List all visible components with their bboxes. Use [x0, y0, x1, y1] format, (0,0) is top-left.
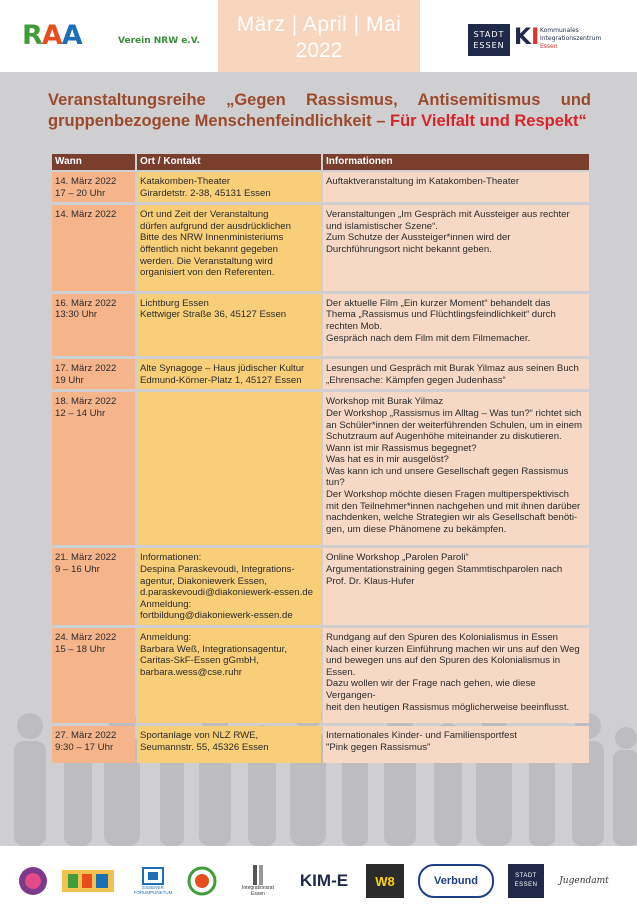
cell-when [52, 392, 135, 545]
cell-info-line: Dazu wollen wir der Frage nach gehen, wie diese Vergangen- [326, 678, 536, 701]
cell-where-line: Lichtburg Essen [140, 297, 209, 309]
table-row [52, 726, 589, 763]
table-row [52, 359, 589, 389]
cell-info [323, 392, 589, 545]
cell-when [52, 172, 135, 202]
table-row [52, 392, 589, 545]
partner-logo-forum: ESSENER FORUMPUNKTUM [132, 864, 174, 898]
cell-where [137, 359, 321, 389]
cell-info-line: Der aktuelle Film „Ein kurzer Moment“ behandelt das [326, 297, 551, 309]
cell-when [52, 205, 135, 291]
ki-mark-icon: KI [514, 25, 540, 50]
cell-where-line: Seumannstr. 55, 45326 Essen [140, 741, 269, 753]
cell-info-line: Der Workshop „Rassismus im Alltag – Was tun?“ richtet sich [326, 407, 582, 419]
header-where: Ort / Kontakt [137, 154, 321, 170]
cell-info-line: Lesungen und Gespräch mit Burak Yilmaz aus seinen Buch [326, 363, 579, 375]
cell-where-line: Barbara Weß, Integrationsagentur, [140, 643, 288, 655]
cell-when-line: 16. März 2022 [55, 297, 117, 309]
cell-info-line: Wann ist mir Rassismus begegnet? [326, 442, 477, 454]
cell-info [323, 359, 589, 389]
header-info: Informationen [323, 154, 589, 170]
cell-info-line: gen, um diese Phänomene zu bekämpfen. [326, 523, 507, 535]
table-row [52, 548, 589, 625]
raa-logo-subtitle: Verein NRW e.V. [118, 36, 201, 46]
cell-info-line: rechten Mob. [326, 320, 382, 332]
page-title [48, 90, 591, 132]
cell-where-line: fortbildung@diakoniewerk-essen.de [140, 610, 293, 622]
cell-when-line: 24. März 2022 [55, 632, 117, 643]
table-header-row [52, 154, 589, 170]
cell-where-line: öffentlich nicht bekannt gegeben [140, 243, 278, 255]
table-body [52, 172, 589, 763]
cell-info-line: an Schüler*innen der weiterführenden Schulen, um in einem [326, 419, 582, 431]
date-banner [218, 0, 420, 72]
title-accent: Für Vielfalt und Respekt“ [389, 112, 587, 130]
cell-info-line: Rundgang auf den Spuren des Kolonialismus in Essen [326, 632, 559, 643]
partner-logo-integrationsrat: Integrationsrat Essen [236, 864, 280, 898]
cell-when-line: 14. März 2022 [55, 209, 117, 221]
cell-info-line: nachdenken, welche Strategien wir als Gesellschaft benöti- [326, 512, 578, 524]
cell-info [323, 205, 589, 291]
events-table [52, 154, 589, 766]
partner-logo-stadt-essen: STADT ESSEN [508, 864, 544, 898]
cell-when-line: 19 Uhr [55, 374, 84, 386]
cell-info [323, 294, 589, 356]
cell-info-line: Zum Schutze der Aussteiger*innen wird der [326, 232, 511, 244]
cell-info-line: "Pink gegen Rassismus" [326, 741, 431, 753]
cell-where-line: Kettwiger Straße 36, 45127 Essen [140, 309, 287, 321]
cell-where-line: Alte Synagoge – Haus jüdischer Kultur [140, 363, 305, 375]
cell-where [137, 628, 321, 723]
cell-when-line: 17. März 2022 [55, 363, 117, 375]
header-when: Wann [52, 154, 135, 170]
cell-where-line: Anmeldung: [140, 632, 192, 643]
cell-when-line: 9 – 16 Uhr [55, 564, 100, 576]
cell-where [137, 205, 321, 291]
cell-where-line: Despina Paraskevoudi, Integrations- [140, 564, 295, 576]
cell-when-line: 27. März 2022 [55, 730, 117, 742]
header [0, 0, 637, 72]
partner-logo-imetas [184, 864, 220, 898]
partner-logo-jugendamt: Jugendamt [559, 876, 609, 886]
table-row [52, 205, 589, 291]
cell-info-line: Der Workshop möchte diesen Fragen multiperspektivisch [326, 489, 569, 501]
table-row [52, 294, 589, 356]
table-row [52, 172, 589, 202]
cell-info [323, 628, 589, 723]
cell-where-line: dürfen aufgrund der ausdrücklichen [140, 220, 291, 232]
cell-when-line: 13:30 Uhr [55, 309, 98, 321]
cell-when-line: 9:30 – 17 Uhr [55, 741, 114, 753]
cell-info-line: Workshop mit Burak Yilmaz [326, 396, 444, 408]
cell-where [137, 172, 321, 202]
title-main: Veranstaltungsreihe „Gegen Rassismus, Antisemitismus und gruppenbezogene Menschenfeindlichkeit – [48, 91, 591, 130]
cell-when-line: 18. März 2022 [55, 396, 117, 408]
cell-where [137, 548, 321, 625]
cell-info-line: Internationales Kinder- und Familiensportfest [326, 730, 517, 742]
cell-info-line: und islamistischer Szene“. [326, 220, 438, 232]
cell-where-line: werden. Die Veranstaltung wird [140, 255, 273, 267]
cell-info-line: Schutzraum auf Augenhöhe miteinander zu diskutieren. [326, 431, 562, 443]
cell-where-line: Sportanlage von NLZ RWE, [140, 730, 259, 742]
cell-where-line: Ort und Zeit der Veranstaltung [140, 209, 269, 221]
cell-info-line: Prof. Dr. Klaus-Hufer [326, 575, 415, 587]
cell-info-line: Gespräch nach dem Film mit dem Filmemacher. [326, 332, 531, 344]
months-label: März | April | Mai [236, 13, 402, 36]
cell-when-line: 12 – 14 Uhr [55, 407, 106, 419]
raa-logo [22, 20, 217, 56]
cell-when [52, 726, 135, 763]
cell-info-line: Nach einer kurzen Einführung machen wir uns auf den Weg [326, 643, 580, 655]
cell-info-line: Auftaktveranstaltung im Katakomben-Theater [326, 176, 520, 187]
cell-info [323, 548, 589, 625]
cell-info-line: Was kann ich und unsere Gesellschaft gegen Rassismus tun? [326, 465, 569, 489]
partner-logo-w8: W8 [366, 864, 404, 898]
cell-where-line: Katakomben-Theater [140, 176, 231, 187]
raa-logo-letters: RAA [22, 20, 82, 51]
cell-where-line: Girardetstr. 2-38, 45131 Essen [140, 187, 271, 199]
cell-where [137, 294, 321, 356]
cell-when [52, 548, 135, 625]
cell-where-line: organisiert von den Referenten. [140, 267, 275, 279]
year-label: 2022 [295, 39, 343, 62]
partner-logo-kime: KIM-E [299, 871, 349, 890]
cell-where [137, 726, 321, 763]
cell-where-line: agentur, Diakoniewerk Essen, [140, 575, 267, 587]
cell-where-line: Edmund-Körner-Platz 1, 45127 Essen [140, 374, 302, 386]
partner-logo-1 [18, 864, 48, 898]
cell-info-line: Durchführungsort nicht bekannt geben. [326, 243, 492, 255]
cell-info-line: mit den Teilnehmer*innen nachgehen und mit ihnen darüber [326, 500, 581, 512]
cell-info-line: Online Workshop „Parolen Paroli“ [326, 552, 469, 564]
cell-info [323, 172, 589, 202]
cell-where-line: Bitte des NRW Innenministeriums [140, 232, 284, 244]
partner-logos-footer [0, 846, 637, 914]
cell-info-line: Thema „Rassismus und Flüchtlingsfeindlichkeit“ durch [326, 309, 556, 321]
cell-where-line: Informationen: [140, 552, 202, 564]
partner-logo-verbund: Verbund [418, 864, 494, 898]
cell-where-line: d.paraskevoudi@diakoniewerk-essen.de [140, 587, 313, 599]
main-area [0, 72, 637, 846]
cell-info-line: Was hat es in mir ausgelöst? [326, 454, 449, 466]
cell-info-line: Veranstaltungen „Im Gespräch mit Aussteiger aus rechter [326, 209, 570, 221]
cell-where-line: barbara.wess@cse.ruhr [140, 666, 242, 678]
cell-when [52, 359, 135, 389]
cell-where-line: Caritas-SkF-Essen gGmbH, [140, 655, 259, 667]
cell-when-line: 15 – 18 Uhr [55, 643, 106, 655]
cell-when-line: 14. März 2022 [55, 176, 117, 187]
ki-logo-text: Kommunales Integrationszentrum Essen [540, 27, 602, 50]
cell-when [52, 628, 135, 723]
cell-when-line: 17 – 20 Uhr [55, 187, 106, 199]
cell-where [137, 392, 321, 545]
cell-when [52, 294, 135, 356]
cell-info-line: und bewegen uns auf den Spuren des Kolonialismus in Essen. [326, 655, 561, 678]
ki-logo [514, 25, 632, 53]
cell-info [323, 726, 589, 763]
cell-where-line: Anmeldung: [140, 598, 192, 610]
table-row [52, 628, 589, 723]
cell-when-line: 21. März 2022 [55, 552, 117, 564]
cell-info-line: heit den heutigen Rassismus möglicherweise beeinflusst. [326, 701, 570, 713]
stadt-essen-logo: STADT ESSEN [468, 24, 510, 56]
cell-info-line: „Ehrensache: Kämpfen gegen Judenhass“ [326, 374, 506, 386]
partner-logo-2 [62, 864, 114, 898]
cell-info-line: Argumentationstraining gegen Stammtischparolen nach [326, 564, 563, 576]
